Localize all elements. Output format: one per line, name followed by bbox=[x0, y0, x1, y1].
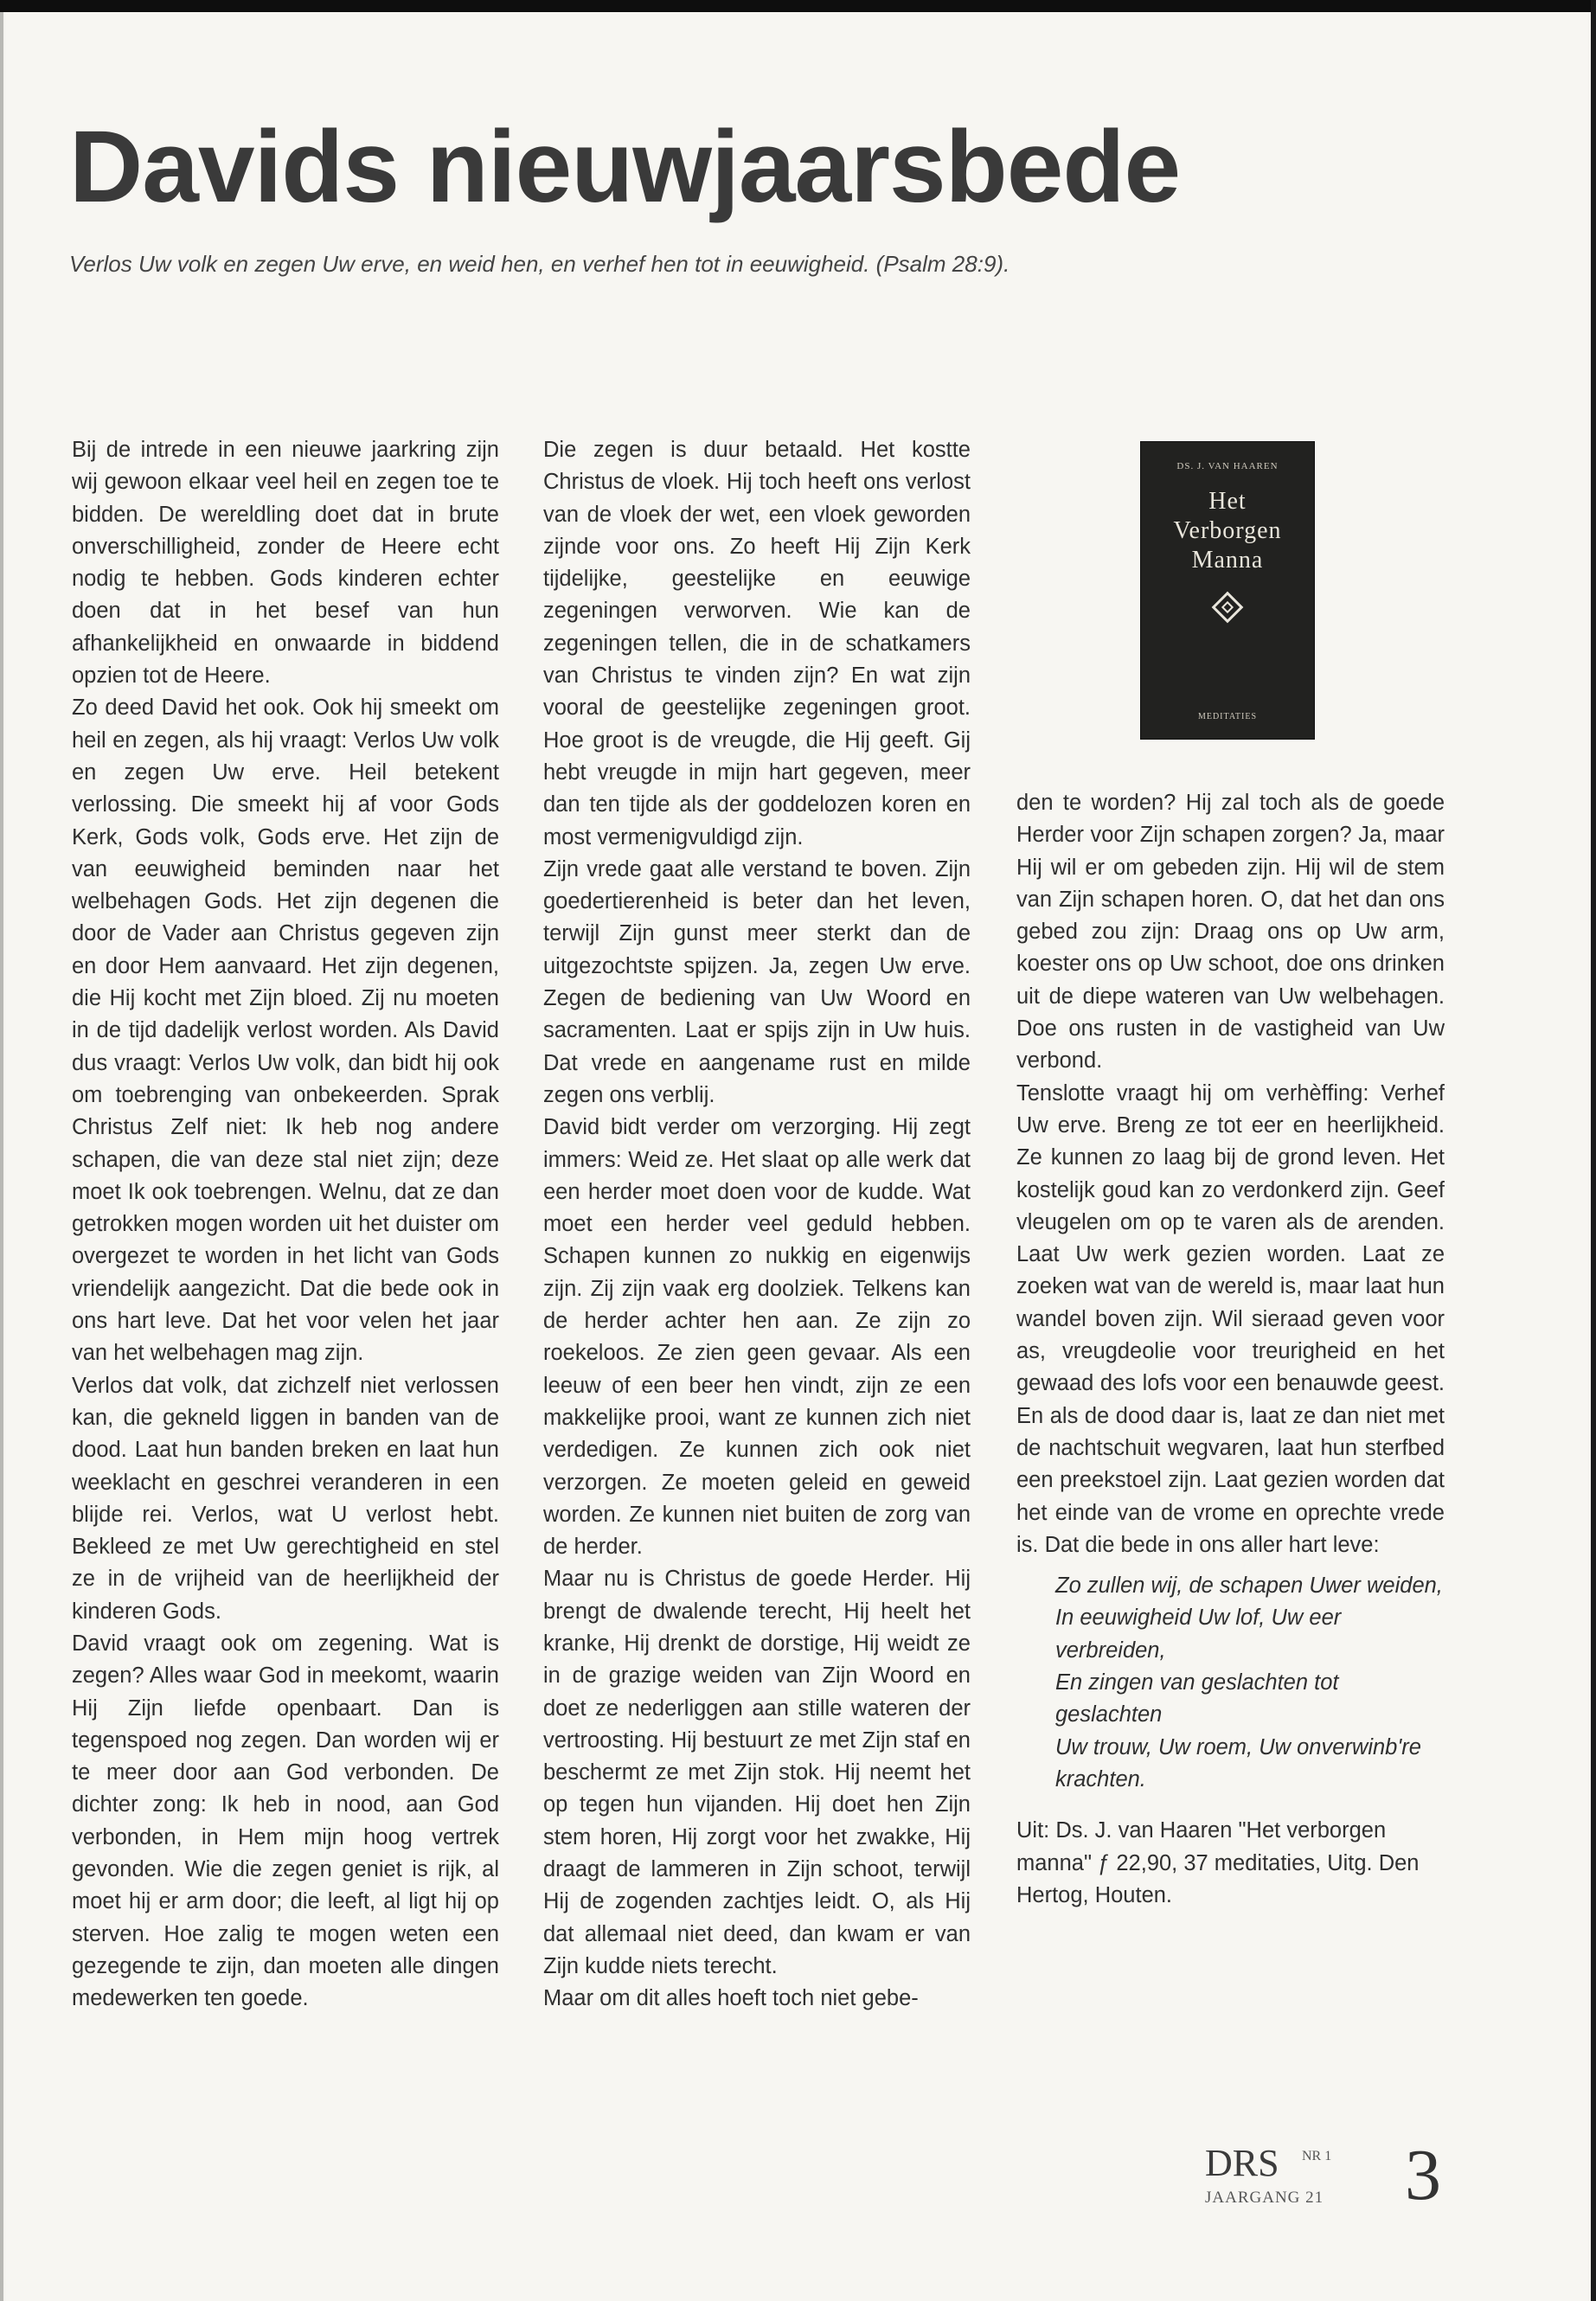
article-subtitle: Verlos Uw volk en zegen Uw erve, en weid hen, en verhef hen tot in eeuwigheid. (Psalm 28:9). bbox=[69, 251, 1010, 277]
paragraph: den te worden? Hij zal toch als de goede Herder voor Zijn schapen zorgen? Ja, maar Hij wil er om gebeden zijn. Hij wil de stem van Zijn schapen horen. O, dat het dan ons gebed zou zijn: Draag ons op Uw arm, koester ons op Uw schoot, doe ons drinken uit de diepe wateren van Uw welbehagen. Doe ons rusten in de vastigheid van Uw verbond. bbox=[1016, 791, 1445, 1074]
paragraph: Verlos dat volk, dat zichzelf niet verlossen kan, die gekneld liggen in banden van de dood. Laat hun banden breken en laat hun weeklacht en geschrei veranderen in een blijde rei. Verlos, wat U verlost hebt. Bekleed ze met Uw gerechtigheid en stel ze in de vrijheid van de heerlijkheid der kinderen Gods. bbox=[72, 1373, 499, 1624]
text-column-1 bbox=[72, 434, 499, 2016]
book-title-line: Verborgen bbox=[1173, 517, 1282, 544]
scan-edge-left bbox=[0, 12, 3, 2301]
book-cover-image bbox=[1140, 441, 1315, 740]
book-credit: Uit: Ds. J. van Haaren "Het verborgen manna" ƒ 22,90, 37 meditaties, Uitg. Den Hertog, Houten. bbox=[1016, 1818, 1420, 1907]
paragraph: Tenslotte vraagt hij om verhèffing: Verhef Uw erve. Breng ze tot eer en heerlijkheid. Ze kunnen zo laag bij de grond leven. Het kostelijk goud kan zo verdonkerd zijn. Geef vleugelen om op te varen als de arenden. Laat Uw werk gezien worden. Laat ze zoeken wat van de wereld is, maar laat hun wandel boven zijn. Wil sieraad geven voor as, vreugdeolie voor treurigheid en het gewaad des lofs voor een benauwde geest. En als de dood daar is, laat ze dan niet met de nachtschuit wegvaren, laat hun sterfbed een preekstoel zijn. Laat gezien worden dat het einde van de vrome en oprechte vrede is. Dat die bede in ons aller hart leve: bbox=[1016, 1080, 1445, 1557]
poem-line: Uw trouw, Uw roem, Uw onverwinb're krachten. bbox=[1055, 1734, 1421, 1791]
book-title-line: Manna bbox=[1191, 547, 1264, 574]
poem-quote bbox=[1055, 1570, 1445, 1796]
poem-line: En zingen van geslachten tot geslachten bbox=[1055, 1670, 1339, 1727]
paragraph: Maar nu is Christus de goede Herder. Hij brengt de dwalende terecht, Hij heelt het kranke, Hij drenkt de dorstige, Hij weidt ze in de grazige weiden van Zijn Woord en doet ze nederliggen aan stille wateren der vertroosting. Hij bestuurt ze met Zijn staf en beschermt ze met Zijn stok. Hij neemt het op tegen hun vijanden. Hij doet hen Zijn stem horen, Hij zorgt voor het zwakke, Hij draagt de lammeren in Zijn schoot, terwijl Hij de zogenden zachtjes leidt. O, als Hij dat allemaal niet deed, dan kwam er van Zijn kudde niets terecht. bbox=[543, 1567, 971, 1978]
paragraph: David bidt verder om verzorging. Hij zegt immers: Weid ze. Het slaat op alle werk dat een herder moet doen voor de kudde. Wat moet een herder veel geduld hebben. Schapen kunnen zo nukkig en eigenwijs zijn. Zij zijn vaak erg doolziek. Telkens kan de herder achter hen aan. Ze zijn zo roekeloos. Ze zien geen gevaar. Als een leeuw of een beer hen vindt, zijn ze een makkelijke prooi, want ze kunnen zich niet verdedigen. Ze kunnen zich ook niet verzorgen. Ze moeten geleid en geweid worden. Ze kunnen niet buiten de zorg van de herder. bbox=[543, 1115, 971, 1560]
volume-label: JAARGANG 21 bbox=[1205, 2189, 1324, 2207]
poem-line: In eeuwigheid Uw lof, Uw eer verbreiden, bbox=[1055, 1606, 1342, 1663]
paragraph: Maar om dit alles hoeft toch niet gebe- bbox=[543, 1986, 919, 2011]
book-author: DS. J. VAN HAAREN bbox=[1176, 461, 1279, 471]
book-emblem-icon bbox=[1212, 592, 1244, 624]
paragraph: Zo deed David het ook. Ook hij smeekt om heil en zegen, als hij vraagt: Verlos Uw volk en zegen Uw erve. Heil betekent verlossing. Die smeekt hij af voor Gods Kerk, Gods volk, Gods erve. Het zijn de van eeuwigheid beminden naar het welbehagen Gods. Het zijn degenen die door de Vader aan Christus gegeven zijn en door Hem aanvaard. Het zijn degenen, die Hij kocht met Zijn bloed. Zij nu moeten in de tijd dadelijk verlost worden. Als David dus vraagt: Verlos Uw volk, dan bidt hij ook om toebrenging van onbekeerden. Sprak Christus Zelf niet: Ik heb nog andere schapen, die van deze stal niet zijn; deze moet Ik ook toebrengen. Welnu, dat ze dan getrokken mogen worden uit het duister om overgezet te worden in het licht van Gods vriendelijk aangezicht. Dat die bede ook in ons hart leve. Dat het voor velen het jaar van het welbehagen mag zijn. bbox=[72, 695, 499, 1366]
paragraph: Zijn vrede gaat alle verstand te boven. Zijn goedertierenheid is beter dan het leven, terwijl Zijn gunst meer sterkt dan de uitgezochtste spijzen. Ja, zegen Uw erve. Zegen de bediening van Uw Woord en sacramenten. Laat er spijs zijn in Uw huis. Dat vrede en aangename rust en milde zegen ons verblij. bbox=[543, 856, 971, 1107]
book-title-line: Het bbox=[1208, 488, 1247, 515]
page-number: 3 bbox=[1405, 2135, 1441, 2215]
magazine-name: DRS bbox=[1205, 2142, 1279, 2184]
scan-edge-top bbox=[0, 0, 1596, 12]
poem-line: Zo zullen wij, de schapen Uwer weiden, bbox=[1055, 1574, 1443, 1599]
text-column-3 bbox=[1016, 787, 1445, 1912]
scan-edge-right bbox=[1591, 0, 1596, 2301]
paragraph: Bij de intrede in een nieuwe jaarkring zijn wij gewoon elkaar veel heil en zegen toe te bidden. De wereldling doet dat in brute onverschilligheid, zonder de Heere echt nodig te hebben. Gods kinderen echter doen dat in het besef van hun afhankelijkheid en onwaarde in biddend opzien tot de Heere. bbox=[72, 438, 499, 689]
paragraph: Die zegen is duur betaald. Het kostte Christus de vloek. Hij toch heeft ons verlost van de vloek der wet, een vloek geworden zijnde voor ons. Zo heeft Hij Zijn Kerk tijdelijke, geestelijke en eeuwige zegeningen verworven. Wie kan de zegeningen tellen, die in de schatkamers van Christus te vinden zijn? En wat zijn vooral de geestelijke zegeningen groot. Hoe groot is de vreugde, die Hij geeft. Gij hebt vreugde in mijn hart gegeven, meer dan ten tijde als der goddelozen koren en most vermenigvuldigd zijn. bbox=[543, 438, 971, 849]
article-title: Davids nieuwjaarsbede bbox=[69, 110, 1181, 224]
book-subtitle: MEDITATIES bbox=[1197, 712, 1258, 721]
issue-number: NR 1 bbox=[1302, 2149, 1332, 2163]
paragraph: David vraagt ook om zegening. Wat is zegen? Alles waar God in meekomt, waarin Hij Zijn liefde openbaart. Dan is tegenspoed nog zegen. Dan worden wij er te meer door aan God verbonden. De dichter zong: Ik heb in nood, aan God verbonden, in Hem mijn hoog vertrek gevonden. Wie die zegen geniet is rijk, al moet hij er arm door; die leeft, al ligt hij op sterven. Hoe zalig te mogen weten een gezegende te zijn, dan moeten alle dingen medewerken ten goede. bbox=[72, 1631, 499, 2011]
text-column-2 bbox=[543, 434, 971, 2016]
book-title bbox=[1173, 487, 1281, 575]
